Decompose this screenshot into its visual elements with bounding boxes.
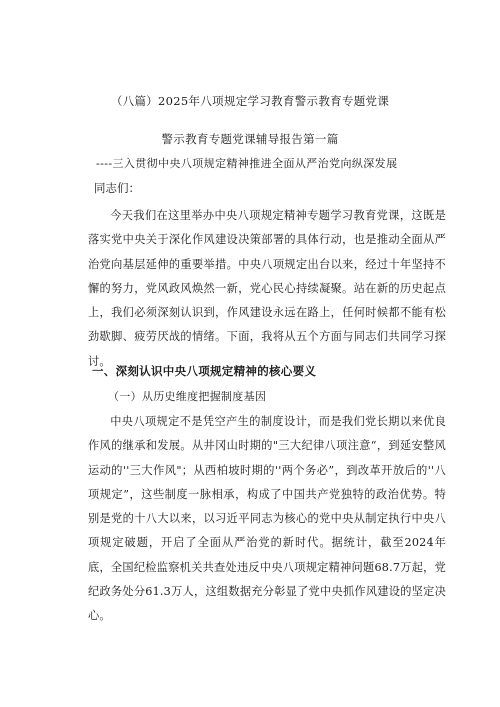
paragraph-history-text: 中央八项规定不是凭空产生的制度设计，而是我们党长期以来优良作风的继承和发展。从井冈山时期的"三大纪律八项注意“，到延安整风运动的''三大作风"；从西柏坡时期的''两个务必”，到改革开放后的''八项规定”，这些制度一脉相承，构成了中国共产党独特的政治优势。特别是党的十八大以来，以习近平同志为核心的党中央从制定执行中央八项规定破题，开启了全面从严治党的新时代。据统计，截至2024年底，全国纪检监察机关共查处违反中央八项规定精神问题68.7万起，党纪政务处分61.3万人，这组数据充分彰显了党中央抓作风建设的坚定决心。 [88, 415, 446, 623]
document-subheading-line: ----三入贯彻中央八项规定精神推进全面从严治党向纵深发展 [96, 157, 398, 170]
paragraph-intro-text: 今天我们在这里举办中央八项规定精神专题学习教育党课，这既是落实党中央关于深化作风建设决策部署的具体行动，也是推动全面从严治党向基层延伸的重要举措。中央八项规定出台以来，经过十年坚持不懈的努力，党风政风焕然一新，党心民心持续凝聚。站在新的历史起点上，我们必须深刻认识到，作风建设永远在路上，任何时候都不能有松劲歇脚、疲劳厌战的情绪。下面，我将从五个方面与同志们共同学习探讨。 [88, 209, 446, 368]
document-subtitle: 警示教育专题党课辅导报告第一篇 [161, 132, 339, 146]
document-title: （八篇）2025年八项规定学习教育警示教育专题党课 [110, 94, 390, 108]
subsection-heading: （一）从历史维度把握制度基因 [108, 390, 267, 403]
section-heading: 一、深刻认识中央八项规定精神的核心要义 [92, 364, 317, 378]
paragraph-history [88, 410, 446, 629]
greeting: 同志们： [94, 181, 140, 195]
paragraph-intro [88, 204, 446, 374]
